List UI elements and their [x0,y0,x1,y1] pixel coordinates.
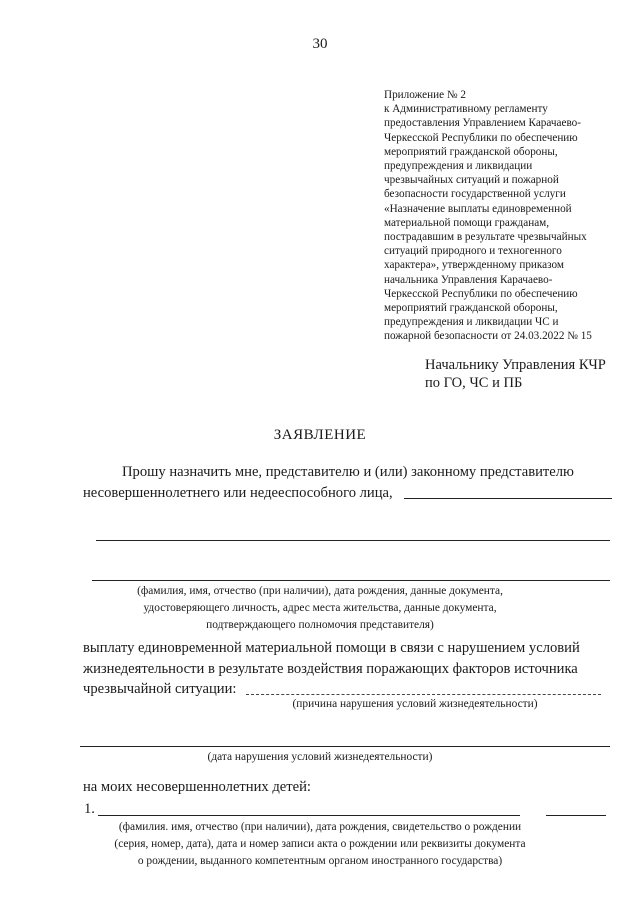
child-item-number: 1. [84,801,95,817]
violation-date-field[interactable] [80,746,610,747]
payment-line-2: жизнедеятельности в результате воздействия поражающих факторов источника [83,661,578,677]
page-number: 30 [312,36,328,52]
applicant-details-field-1[interactable] [96,540,610,541]
reason-caption: (причина нарушения условий жизнедеятельности) [292,698,538,710]
request-line-1: Прошу назначить мне, представителю и (или) законному представителю [122,464,574,480]
child-caption-line-2: (серия, номер, дата), дата и номер записи акта о рождении или реквизиты документа [114,838,526,850]
child-1-extra-field[interactable] [546,815,606,816]
applicant-details-field-2[interactable] [92,580,610,581]
applicant-caption-line-3: подтверждающего полномочия представителя) [206,619,434,631]
violation-reason-field[interactable] [246,694,601,695]
child-1-details-field[interactable] [98,815,520,816]
payment-line-1: выплату единовременной материальной помощи в связи с нарушением условий [83,640,580,656]
date-caption: (дата нарушения условий жизнедеятельности) [207,751,433,763]
applicant-caption-line-1: (фамилия, имя, отчество (при наличии), дата рождения, данные документа, [137,585,503,597]
child-caption-line-1: (фамилия. имя, отчество (при наличии), дата рождения, свидетельство о рождении [118,821,522,833]
payment-line-3: чрезвычайной ситуации: [83,681,237,697]
document-title: ЗАЯВЛЕНИЕ [273,427,367,443]
request-line-2: несовершеннолетнего или недееспособного лица, [83,485,393,501]
applicant-caption-line-2: удостоверяющего личность, адрес места жительства, данные документа, [143,602,497,614]
child-caption-line-3: о рождении, выданного компетентным органом иностранного государства) [137,855,503,867]
appendix-note: Приложение № 2 к Административному регламенту предоставления Управлением Карачаево- Черкесской Республики по обеспечению мероприятий гражданской обороны, предупреждения и ликвидации чрезвычайных ситуаций и пожарной безопасности государственной услуги «Назначение выплаты единовременной материальной помощи гражданам, пострадавшим в результате чрезвычайных ситуаций природного и техногенного характера», утвержденному приказом начальника Управления Карачаево- Черкесской Республики по обеспечению мероприятий гражданской обороны, предупреждения и ликвидации ЧС и пожарной безопасности от 24.03.2022 № 15 [384,89,592,343]
addressee-block: Начальнику Управления КЧР по ГО, ЧС и ПБ [425,357,606,391]
children-label: на моих несовершеннолетних детей: [83,779,311,795]
applicant-name-field[interactable] [404,498,612,499]
